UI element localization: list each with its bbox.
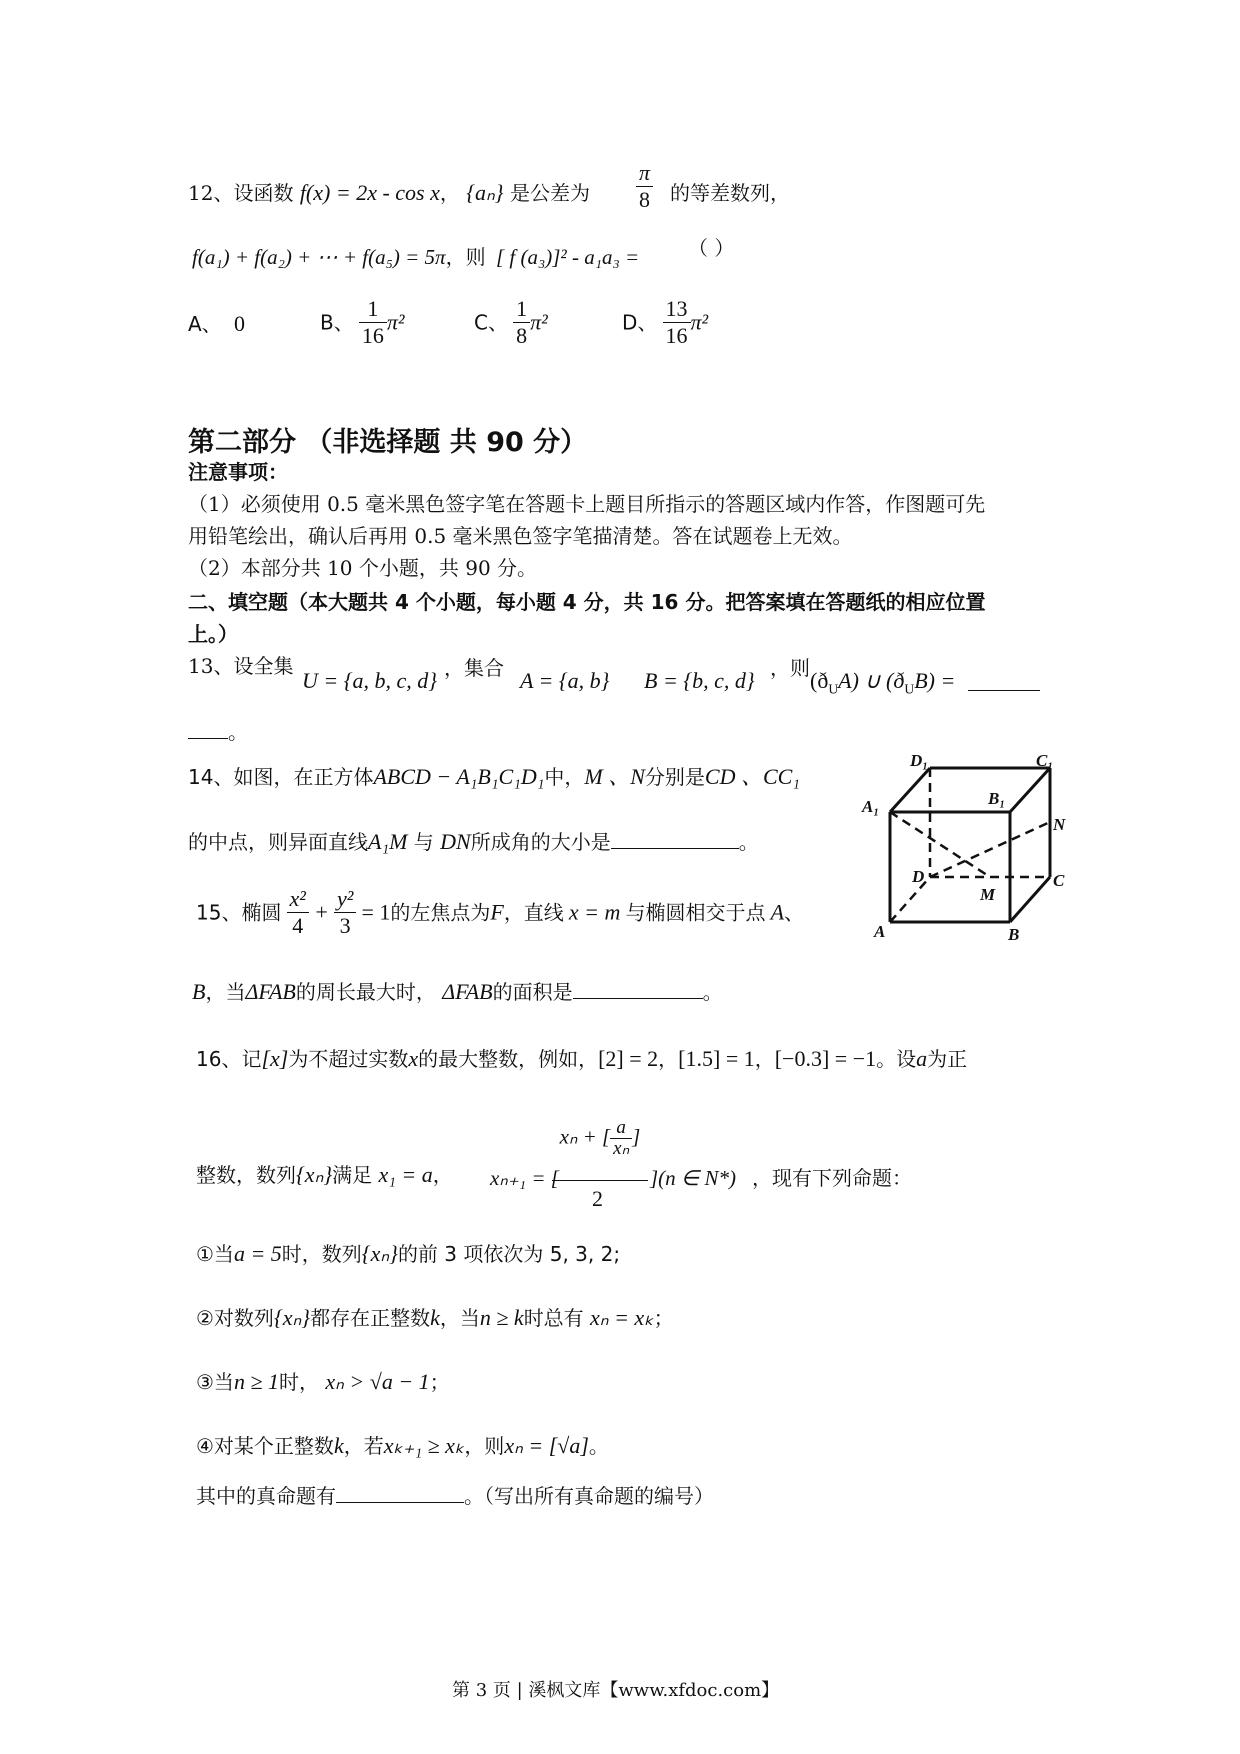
notice-1-line-1: （1）必须使用 0.5 毫米黑色签字笔在答题卡上题目所指示的答题区域内作答，作图题可先 bbox=[188, 492, 986, 516]
q16-recurrence-denominator: 2 bbox=[592, 1186, 603, 1211]
segment-dn bbox=[930, 822, 1050, 877]
q12-sequence: {aₙ} bbox=[466, 180, 504, 205]
q12-option-c: C、 $\frac{1}{8}$ π² bbox=[474, 296, 548, 348]
section-heading-line-2: 上。） bbox=[188, 622, 238, 646]
notice-title: 注意事项： bbox=[188, 460, 288, 484]
q14-answer-blank[interactable] bbox=[611, 848, 739, 849]
q12-function: f(x) = 2x - cos x bbox=[299, 180, 440, 205]
part2-heading: 第二部分 （非选择题 共 90 分） bbox=[188, 427, 588, 458]
edge-d1a1 bbox=[890, 768, 930, 812]
label-a: A bbox=[874, 922, 886, 941]
label-a1: A₁ bbox=[862, 797, 880, 816]
q12-tail: 的等差数列， bbox=[670, 181, 790, 205]
notice-2: （2）本部分共 10 个小题，共 90 分。 bbox=[188, 556, 538, 580]
q16-proposition-4: ④对某个正整数k，若xₖ₊₁ ≥ xₖ，则xₙ = [√a]。 bbox=[196, 1433, 609, 1458]
q12-then: ，则 bbox=[445, 245, 486, 269]
q13-then: ，则 bbox=[770, 656, 810, 680]
q12-condition: f(a₁) + f(a₂) + ⋯ + f(a₅) = 5π bbox=[192, 245, 446, 269]
q16-line2-tail: ，现有下列命题： bbox=[752, 1166, 912, 1190]
q12-line1: 12、设函数 f(x) = 2x - cos x， {aₙ} 是公差为 bbox=[188, 180, 590, 205]
q16-recurrence-numerator: xₙ + [ $\frac{a}{\text{xₙ}}$ ] bbox=[559, 1117, 641, 1159]
q15-line1: 15、椭圆 $\frac{\text{x²}}{4}$ + $\frac{\text{y²}}{3}$ = 1的左焦点为F，直线 x = m 与椭圆相交于点 A、 bbox=[196, 886, 805, 938]
q16-line2-left: 整数，数列{xₙ}满足 x₁ = a， bbox=[196, 1162, 453, 1187]
q15-line2: B，当ΔFAB的周长最大时， ΔFAB的面积是 。 bbox=[192, 979, 723, 1004]
edge-bc bbox=[1010, 877, 1050, 922]
q12-line2 bbox=[192, 245, 639, 269]
q16-proposition-1: ①当a = 5时，数列{xₙ}的前 3 项依次为 5, 3, 2; bbox=[196, 1241, 621, 1266]
q16-line1: 16、记[x]为不超过实数x的最大整数，例如，[2] = 2，[1.5] = 1，[−0.3] = −1。设a为正 bbox=[196, 1046, 968, 1071]
cube-figure bbox=[860, 751, 1066, 952]
q13-set-b: B = {b, c, d} bbox=[644, 668, 755, 693]
q13-lead: 13、设全集 bbox=[188, 654, 294, 678]
section-heading-line-1: 二、填空题（本大题共 4 个小题，每小题 4 分，共 16 分。把答案填在答题纸的相应位置 bbox=[188, 590, 986, 614]
label-b1: B₁ bbox=[988, 789, 1006, 808]
label-d: D bbox=[912, 867, 925, 886]
q16-final-line: 其中的真命题有 。（写出所有真命题的编号） bbox=[196, 1484, 714, 1508]
q14-cube: ABCD − A₁B₁C₁D₁ bbox=[373, 764, 545, 789]
q16-proposition-2: ②对数列{xₙ}都存在正整数k，当n ≥ k时总有 xₙ = xₖ； bbox=[196, 1305, 674, 1330]
q13-set-word: ，集合 bbox=[444, 656, 504, 680]
q12-lead: 12、设函数 bbox=[188, 181, 294, 205]
q16-fraction-bar bbox=[552, 1180, 648, 1181]
q12-expression: [ f (a₃)]² - a₁a₃ = bbox=[495, 245, 640, 269]
q12-frac-num: π bbox=[636, 160, 653, 187]
q16-recurrence-lhs: xₙ₊₁ = [ bbox=[490, 1166, 559, 1190]
q12-option-d: D、 $\frac{13}{16}$ π² bbox=[622, 296, 709, 348]
q12-frac-den: 8 bbox=[639, 187, 651, 212]
q14-line2: 的中点，则异面直线A₁M 与 DN所成角的大小是 。 bbox=[188, 829, 759, 854]
label-b: B bbox=[1008, 925, 1020, 944]
q13-set-a: A = {a, b} bbox=[520, 668, 610, 693]
edge-c1b1 bbox=[1010, 768, 1050, 812]
q14-line1: 14、如图，在正方体ABCD − A₁B₁C₁D₁中，M 、N分别是CD 、CC₁ bbox=[188, 764, 800, 789]
label-c: C bbox=[1053, 871, 1065, 890]
q12-option-a: A、 0 bbox=[188, 311, 246, 336]
page-footer: 第 3 页 | 溪枫文库【www.xfdoc.com】 bbox=[452, 1680, 780, 1701]
q16-recurrence-rhs: ](n ∈ N*) bbox=[650, 1166, 736, 1190]
q16-proposition-3: ③当n ≥ 1时， xₙ > √a − 1； bbox=[196, 1369, 450, 1394]
q12-answer-paren: （ ） bbox=[688, 236, 735, 260]
q13-answer-blank-1[interactable] bbox=[968, 670, 1040, 691]
q13-answer-blank-2[interactable] bbox=[188, 718, 228, 739]
q13-universal-set: U = {a, b, c, d} bbox=[302, 668, 438, 693]
q13-end: 。 bbox=[228, 720, 248, 744]
q16-answer-blank[interactable] bbox=[336, 1502, 464, 1503]
label-c1: C₁ bbox=[1036, 751, 1054, 770]
q15-answer-blank[interactable] bbox=[573, 998, 703, 999]
label-n: N bbox=[1053, 815, 1066, 834]
segment-a1m bbox=[890, 812, 990, 877]
q13-expression: $(ð_UA)$ ∪ $(ð_UB)$ = bbox=[810, 668, 956, 697]
q12-pi-over-8 bbox=[636, 160, 653, 213]
label-m: M bbox=[980, 885, 996, 904]
q12-option-b: B、 $\frac{1}{16}$ π² bbox=[320, 296, 405, 348]
notice-1-line-2: 用铅笔绘出，确认后再用 0.5 毫米黑色签字笔描清楚。答在试题卷上无效。 bbox=[188, 524, 853, 548]
label-d1: D₁ bbox=[910, 751, 929, 770]
q12-mid-text: 是公差为 bbox=[509, 181, 590, 205]
